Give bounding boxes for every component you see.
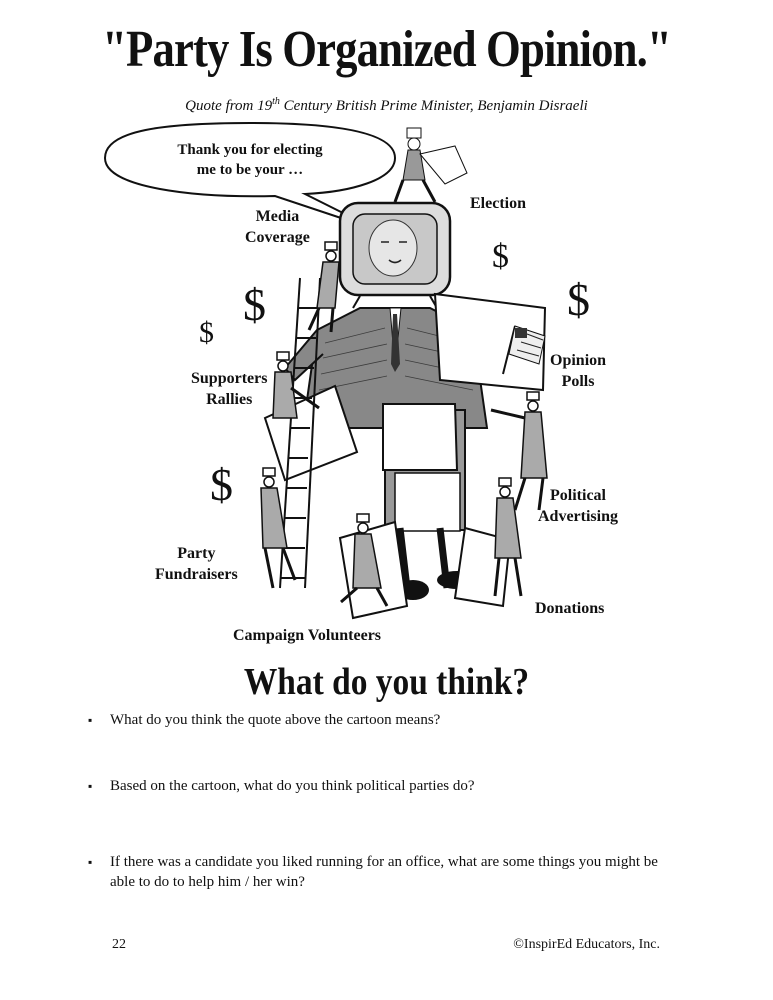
speech-line-1: Thank you for electing xyxy=(177,142,323,158)
figure-election xyxy=(395,128,467,202)
figure-fundraisers xyxy=(261,468,295,588)
label-election: Election xyxy=(470,195,526,212)
label-polls-line-2: Polls xyxy=(561,373,595,390)
label-campaign-volunteers: Campaign Volunteers xyxy=(233,627,382,644)
political-cartoon xyxy=(95,118,685,658)
section-title: What do you think? xyxy=(243,661,530,703)
question-3-text: If there was a candidate you liked running for an office, what are some things you might be able to do to help him / her win? xyxy=(110,854,658,890)
dollar-sign-icon: $ xyxy=(199,316,214,349)
question-1-text: What do you think the quote above the cartoon means? xyxy=(110,712,441,728)
label-supporters-line-2: Rallies xyxy=(206,391,253,408)
copyright: ©InspirEd Educators, Inc. xyxy=(513,937,660,952)
label-political-advertising xyxy=(538,485,618,527)
dollar-sign-icon: $ xyxy=(210,459,233,510)
question-3 xyxy=(88,852,670,892)
dollar-sign-icon: $ xyxy=(243,279,266,330)
label-supporters-line-1: Supporters xyxy=(191,370,268,387)
attribution-prefix: Quote from 19 xyxy=(185,98,273,114)
label-media-line-2: Coverage xyxy=(245,229,310,246)
label-fundraisers-line-1: Party xyxy=(177,545,216,562)
label-supporters-rallies xyxy=(191,368,267,410)
label-opinion-polls xyxy=(550,350,606,392)
label-fundraisers-line-2: Fundraisers xyxy=(155,566,238,583)
label-polls-line-1: Opinion xyxy=(550,352,607,369)
quote-attribution xyxy=(0,96,773,115)
label-donations: Donations xyxy=(535,600,605,617)
question-2 xyxy=(88,776,690,796)
attribution-suffix: Century British Prime Minister, Benjamin Disraeli xyxy=(279,98,588,114)
bullet-icon: ▪ xyxy=(88,855,93,869)
label-media-coverage xyxy=(245,206,310,248)
attribution-superscript: th xyxy=(272,96,280,107)
label-advertising-line-1: Political xyxy=(550,487,606,504)
figure-media xyxy=(309,242,339,332)
question-2-text: Based on the cartoon, what do you think political parties do? xyxy=(110,778,475,794)
page-number: 22 xyxy=(112,937,126,952)
tv-head xyxy=(340,203,450,308)
speech-line-2: me to be your … xyxy=(196,162,304,178)
panel-center xyxy=(383,404,457,470)
label-media-line-1: Media xyxy=(255,208,300,225)
label-party-fundraisers xyxy=(155,543,238,585)
dollar-sign-icon: $ xyxy=(567,274,590,325)
question-1 xyxy=(88,710,690,730)
bullet-icon: ▪ xyxy=(88,713,93,727)
dollar-sign-icon: $ xyxy=(492,238,509,275)
page-title: "Party Is Organized Opinion." xyxy=(102,21,671,78)
speech-bubble-text xyxy=(135,140,365,180)
bullet-icon: ▪ xyxy=(88,779,93,793)
label-advertising-line-2: Advertising xyxy=(538,508,618,525)
